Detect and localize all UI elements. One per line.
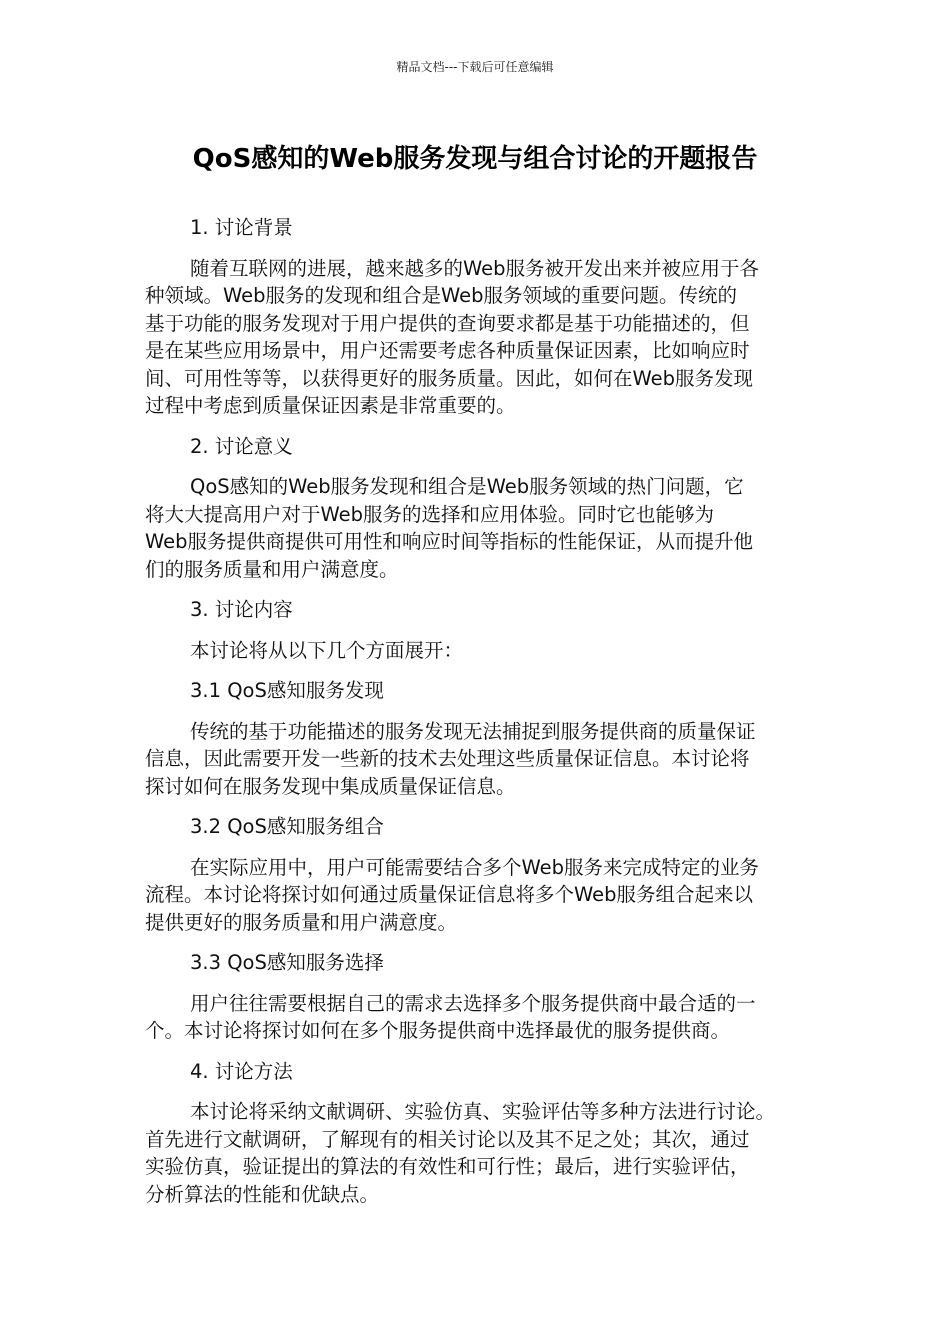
document-body (145, 214, 805, 1221)
text-line: 们的服务质量和用户满意度。 (145, 557, 399, 581)
subsection-heading-composition: 3.2 QoS感知服务组合 (190, 815, 384, 838)
text-line: 是在某些应用场景中，用户还需要考虑各种质量保证因素，比如响应时 (145, 339, 750, 362)
text-line: 实验仿真，验证提出的算法的有效性和可行性；最后，进行实验评估， (145, 1155, 750, 1178)
text-line: 用户往往需要根据自己的需求去选择多个服务提供商中最合适的一 (190, 991, 756, 1015)
text-line: 过程中考虑到质量保证因素是非常重要的。 (145, 394, 516, 417)
paragraph-selection (145, 990, 805, 1045)
text-line: 个。本讨论将探讨如何在多个服务提供商中选择最优的服务提供商。 (145, 1019, 731, 1042)
text-line: 随着互联网的进展，越来越多的Web服务被开发出来并被应用于各 (190, 256, 760, 280)
text-line: Web服务提供商提供可用性和响应时间等指标的性能保证，从而提升他 (145, 530, 754, 553)
paragraph-background (145, 255, 805, 420)
text-line: 信息，因此需要开发一些新的技术去处理这些质量保证信息。本讨论将 (145, 747, 750, 770)
section-heading-background: 1. 讨论背景 (190, 216, 293, 239)
text-line: 本讨论将采纳文献调研、实验仿真、实验评估等多种方法进行讨论。 (190, 1100, 776, 1123)
text-line: 基于功能的服务发现对于用户提供的查询要求都是基于功能描述的，但 (145, 311, 750, 335)
text-line: 将大大提高用户对于Web服务的选择和应用体验。同时它也能够为 (145, 502, 715, 526)
section-heading-significance: 2. 讨论意义 (190, 434, 293, 458)
paragraph-composition (145, 854, 805, 937)
text-line: QoS感知的Web服务发现和组合是Web服务领域的热门问题，它 (190, 475, 744, 498)
document-title: QoS感知的Web服务发现与组合讨论的开题报告 (192, 144, 758, 174)
text-line: 分析算法的性能和优缺点。 (145, 1182, 380, 1206)
text-line: 种领域。Web服务的发现和组合是Web服务领域的重要问题。传统的 (145, 284, 738, 307)
subsection-heading-selection: 3.3 QoS感知服务选择 (190, 951, 384, 974)
paragraph-methods (145, 1098, 805, 1208)
subsection-heading-discovery: 3.1 QoS感知服务发现 (190, 679, 384, 702)
header-note: 精品文档---下载后可任意编辑 (396, 60, 554, 74)
text-line: 传统的基于功能描述的服务发现无法捕捉到服务提供商的质量保证 (190, 719, 756, 743)
content-intro: 本讨论将从以下几个方面展开： (190, 638, 464, 662)
text-line: 探讨如何在服务发现中集成质量保证信息。 (145, 774, 516, 798)
paragraph-significance (145, 473, 805, 583)
section-heading-methods: 4. 讨论方法 (190, 1059, 293, 1083)
text-line: 间、可用性等等，以获得更好的服务质量。因此，如何在Web服务发现 (145, 366, 754, 390)
text-line: 流程。本讨论将探讨如何通过质量保证信息将多个Web服务组合起来以 (145, 883, 754, 906)
paragraph-discovery (145, 718, 805, 801)
text-line: 提供更好的服务质量和用户满意度。 (145, 910, 458, 934)
text-line: 在实际应用中，用户可能需要结合多个Web服务来完成特定的业务 (190, 855, 760, 879)
text-line: 首先进行文献调研，了解现有的相关讨论以及其不足之处；其次，通过 (145, 1127, 750, 1151)
section-heading-content: 3. 讨论内容 (190, 598, 293, 621)
